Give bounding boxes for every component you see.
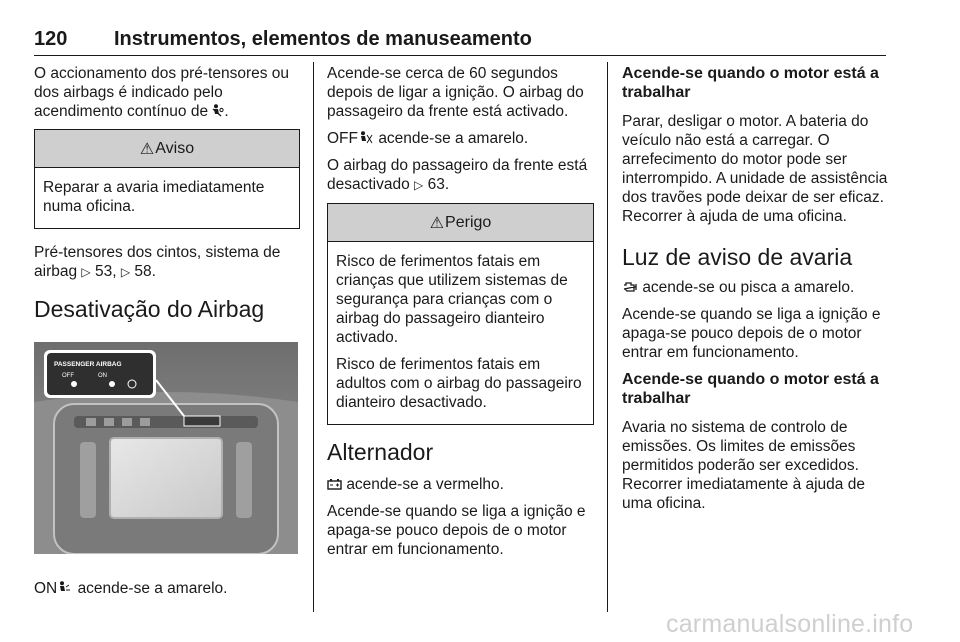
aviso-body: Reparar a avaria imediatamente numa oficina. xyxy=(43,179,265,215)
column-divider xyxy=(313,62,314,612)
page-number: 120 xyxy=(34,28,68,50)
intro-paragraph: O accionamento dos pré-tensores ou dos airbags é indicado pelo acendimento contínuo de . xyxy=(34,65,290,120)
heading-alternador: Alternador xyxy=(327,439,434,465)
column-right xyxy=(622,64,890,521)
airbag-deactivated-paragraph: O airbag do passageiro da frente está desactivado ▷ 63. xyxy=(327,157,588,193)
page-header xyxy=(34,22,886,56)
bateria-paragraph: Parar, desligar o motor. A bateria do veículo não está a carregar. O arrefecimento do motor pode ser interrompido. A unidade de assistência dos travões pode deixar de ser eficaz. Recorrer à ajuda de uma oficina. xyxy=(622,113,888,225)
warning-triangle-icon: ⚠ xyxy=(429,214,445,232)
battery-icon xyxy=(327,478,342,490)
aviso-box xyxy=(34,129,300,229)
reference-arrow-icon: ▷ xyxy=(81,265,91,279)
airbag-on-icon xyxy=(57,581,73,595)
illus-on-label: ON xyxy=(98,373,107,379)
page-title: Instrumentos, elementos de manuseamento xyxy=(114,28,532,50)
column-left xyxy=(34,64,300,606)
engine-icon xyxy=(622,281,638,293)
aviso-header: ⚠ Aviso xyxy=(35,130,299,168)
airbag-on-paragraph: ON acende-se a amarelo. xyxy=(34,580,228,597)
seatbelt-airbag-icon xyxy=(212,104,224,118)
emissoes-paragraph: Avaria no sistema de controlo de emissões. Os limites de emissões permitidos poderão ser excedidos. Recorrer imediatamente à ajuda de uma oficina. xyxy=(622,419,865,512)
watermark: carmanualsonline.info xyxy=(666,610,914,638)
column-divider xyxy=(607,62,608,612)
airbag-off-paragraph: OFF acende-se a amarelo. xyxy=(327,130,529,147)
page-reference[interactable]: 58. xyxy=(134,263,156,280)
avaria-paragraph-2: Acende-se quando se liga a ignição e apaga-se pouco depois de o motor entrar em funcionamento. xyxy=(622,306,881,361)
perigo-box xyxy=(327,203,594,425)
page-reference[interactable]: 53, xyxy=(94,263,117,280)
pretensores-paragraph: Pré-tensores dos cintos, sistema de airbag ▷ 53, ▷ 58. xyxy=(34,244,281,280)
illus-label: PASSENGER AIRBAG xyxy=(54,361,122,368)
reference-arrow-icon: ▷ xyxy=(414,178,424,192)
heading-luz-aviso-avaria: Luz de aviso de avaria xyxy=(622,244,853,270)
heading-motor-trabalhar-1: Acende-se quando o motor está a trabalhar xyxy=(622,65,879,101)
airbag-activation-paragraph: Acende-se cerca de 60 segundos depois de ligar a ignição. O airbag do passageiro da frente está activado. xyxy=(327,65,584,120)
airbag-off-icon xyxy=(358,131,374,145)
perigo-body-2: Risco de ferimentos fatais em adultos com o airbag do passageiro dianteiro desactivado. xyxy=(336,356,582,411)
perigo-body-1: Risco de ferimentos fatais em crianças que utilizem sistemas de segurança para crianças com o airbag do passageiro dianteiro activado. xyxy=(336,253,568,346)
avaria-paragraph: acende-se ou pisca a amarelo. xyxy=(622,278,890,297)
reference-arrow-icon: ▷ xyxy=(120,265,131,279)
alternador-paragraph-2: Acende-se quando se liga a ignição e apaga-se pouco depois de o motor entrar em funcionamento. xyxy=(327,503,586,558)
dashboard-illustration xyxy=(34,342,298,554)
heading-motor-trabalhar-2: Acende-se quando o motor está a trabalhar xyxy=(622,371,879,407)
illus-off-label: OFF xyxy=(62,373,74,379)
warning-triangle-icon: ⚠ xyxy=(139,140,155,158)
page-reference[interactable]: 63. xyxy=(427,176,450,193)
column-middle xyxy=(327,64,594,567)
heading-desativacao-airbag: Desativação do Airbag xyxy=(34,296,265,322)
alternador-paragraph: acende-se a vermelho. xyxy=(327,475,594,494)
perigo-header: ⚠ Perigo xyxy=(328,204,593,242)
